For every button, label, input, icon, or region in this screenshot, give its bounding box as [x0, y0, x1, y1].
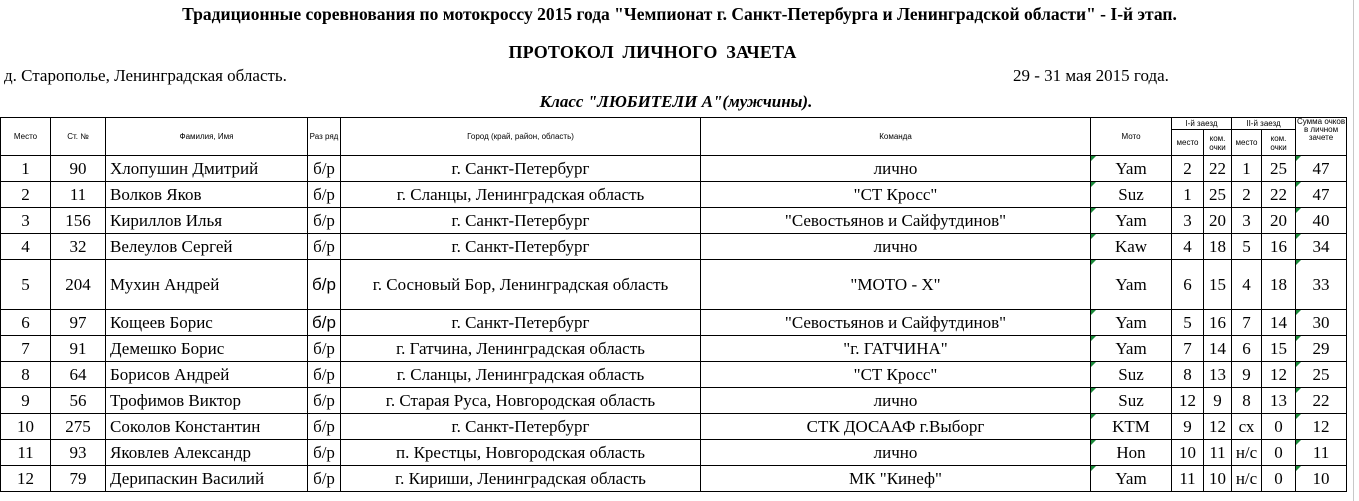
cell-moto: Yam: [1091, 156, 1172, 182]
results-body: [1, 156, 1347, 492]
cell-heat1-points: 16: [1204, 310, 1232, 336]
cell-heat2-place: 4: [1232, 260, 1262, 310]
cell-name: Волков Яков: [106, 182, 308, 208]
col-name: Фамилия, Имя: [106, 118, 308, 156]
cell-heat2-place: н/с: [1232, 440, 1262, 466]
cell-heat2-points: 22: [1262, 182, 1296, 208]
cell-heat2-place: 9: [1232, 362, 1262, 388]
cell-rank: б/р: [308, 440, 341, 466]
table-row: [1, 208, 1347, 234]
cell-rank: б/р: [308, 310, 341, 336]
col-heat1-points: ком. очки: [1204, 130, 1232, 156]
cell-heat1-points: 12: [1204, 414, 1232, 440]
cell-heat1-points: 18: [1204, 234, 1232, 260]
table-row: [1, 388, 1347, 414]
cell-heat1-points: 11: [1204, 440, 1232, 466]
table-row: [1, 156, 1347, 182]
cell-place: 9: [1, 388, 51, 414]
cell-heat2-points: 12: [1262, 362, 1296, 388]
cell-start-no: 97: [51, 310, 106, 336]
cell-rank: б/р: [308, 336, 341, 362]
col-heat2-points: ком. очки: [1262, 130, 1296, 156]
cell-heat2-place: н/с: [1232, 466, 1262, 492]
cell-start-no: 93: [51, 440, 106, 466]
col-team: Команда: [701, 118, 1091, 156]
cell-team: "Севостьянов и Сайфутдинов": [701, 310, 1091, 336]
cell-heat2-place: сх: [1232, 414, 1262, 440]
cell-sum: 11: [1296, 440, 1347, 466]
cell-city: г. Сосновый Бор, Ленинградская область: [341, 260, 701, 310]
page-edge: [1353, 0, 1354, 501]
cell-heat1-place: 7: [1172, 336, 1204, 362]
cell-heat1-points: 20: [1204, 208, 1232, 234]
cell-city: г. Санкт-Петербург: [341, 414, 701, 440]
cell-team: МК "Кинеф": [701, 466, 1091, 492]
cell-heat2-points: 20: [1262, 208, 1296, 234]
cell-heat1-place: 4: [1172, 234, 1204, 260]
cell-heat1-points: 15: [1204, 260, 1232, 310]
cell-place: 1: [1, 156, 51, 182]
col-heat2-place: место: [1232, 130, 1262, 156]
cell-team: "г. ГАТЧИНА": [701, 336, 1091, 362]
cell-rank: б/р: [308, 362, 341, 388]
cell-heat2-points: 25: [1262, 156, 1296, 182]
cell-heat1-place: 10: [1172, 440, 1204, 466]
table-row: [1, 234, 1347, 260]
cell-moto: Yam: [1091, 466, 1172, 492]
table-row: [1, 466, 1347, 492]
cell-heat2-place: 6: [1232, 336, 1262, 362]
cell-place: 10: [1, 414, 51, 440]
cell-heat2-place: 1: [1232, 156, 1262, 182]
cell-city: г. Санкт-Петербург: [341, 208, 701, 234]
table-row: [1, 440, 1347, 466]
cell-heat1-points: 22: [1204, 156, 1232, 182]
col-rank: Раз ряд: [308, 118, 341, 156]
cell-name: Дерипаскин Василий: [106, 466, 308, 492]
col-heat1-place: место: [1172, 130, 1204, 156]
cell-heat1-place: 1: [1172, 182, 1204, 208]
cell-place: 11: [1, 440, 51, 466]
cell-heat2-points: 0: [1262, 466, 1296, 492]
cell-heat2-points: 0: [1262, 440, 1296, 466]
col-sum: Сумма очков в личном зачете: [1296, 118, 1347, 156]
cell-name: Трофимов Виктор: [106, 388, 308, 414]
cell-heat2-points: 13: [1262, 388, 1296, 414]
cell-start-no: 275: [51, 414, 106, 440]
cell-place: 2: [1, 182, 51, 208]
cell-team: "СТ Кросс": [701, 182, 1091, 208]
col-place: Место: [1, 118, 51, 156]
cell-heat1-points: 14: [1204, 336, 1232, 362]
cell-heat2-place: 5: [1232, 234, 1262, 260]
cell-start-no: 90: [51, 156, 106, 182]
table-row: [1, 182, 1347, 208]
cell-start-no: 79: [51, 466, 106, 492]
cell-team: лично: [701, 440, 1091, 466]
cell-heat2-place: 2: [1232, 182, 1262, 208]
cell-place: 8: [1, 362, 51, 388]
cell-heat2-points: 16: [1262, 234, 1296, 260]
cell-heat1-place: 3: [1172, 208, 1204, 234]
cell-sum: 22: [1296, 388, 1347, 414]
cell-heat1-points: 13: [1204, 362, 1232, 388]
cell-heat1-place: 12: [1172, 388, 1204, 414]
cell-sum: 40: [1296, 208, 1347, 234]
cell-heat1-place: 8: [1172, 362, 1204, 388]
cell-name: Велеулов Сергей: [106, 234, 308, 260]
cell-city: г. Санкт-Петербург: [341, 156, 701, 182]
cell-city: г. Гатчина, Ленинградская область: [341, 336, 701, 362]
cell-moto: Kaw: [1091, 234, 1172, 260]
cell-name: Мухин Андрей: [106, 260, 308, 310]
cell-moto: Yam: [1091, 260, 1172, 310]
cell-team: СТК ДОСААФ г.Выборг: [701, 414, 1091, 440]
cell-heat2-place: 3: [1232, 208, 1262, 234]
cell-sum: 47: [1296, 156, 1347, 182]
cell-moto: Suz: [1091, 182, 1172, 208]
cell-city: г. Сланцы, Ленинградская область: [341, 182, 701, 208]
cell-place: 12: [1, 466, 51, 492]
cell-start-no: 156: [51, 208, 106, 234]
cell-start-no: 91: [51, 336, 106, 362]
cell-moto: Suz: [1091, 388, 1172, 414]
cell-team: лично: [701, 156, 1091, 182]
cell-start-no: 11: [51, 182, 106, 208]
cell-place: 3: [1, 208, 51, 234]
cell-name: Кощеев Борис: [106, 310, 308, 336]
cell-name: Демешко Борис: [106, 336, 308, 362]
cell-city: г. Санкт-Петербург: [341, 310, 701, 336]
cell-place: 4: [1, 234, 51, 260]
col-moto: Мото: [1091, 118, 1172, 156]
cell-sum: 34: [1296, 234, 1347, 260]
col-start-no: Ст. №: [51, 118, 106, 156]
protocol-heading: ПРОТОКОЛ ЛИЧНОГО ЗАЧЕТА: [508, 42, 797, 62]
cell-name: Яковлев Александр: [106, 440, 308, 466]
cell-city: г. Сланцы, Ленинградская область: [341, 362, 701, 388]
cell-city: г. Старая Руса, Новгородская область: [341, 388, 701, 414]
cell-start-no: 56: [51, 388, 106, 414]
cell-start-no: 64: [51, 362, 106, 388]
dates-text: 29 - 31 мая 2015 года.: [1013, 66, 1169, 85]
cell-team: "СТ Кросс": [701, 362, 1091, 388]
cell-heat1-points: 25: [1204, 182, 1232, 208]
document-title: Традиционные соревнования по мотокроссу 2015 года "Чемпионат г. Санкт-Петербурга и Ленинградской области" - I-й этап.: [182, 4, 1177, 24]
cell-name: Хлопушин Дмитрий: [106, 156, 308, 182]
cell-moto: Suz: [1091, 362, 1172, 388]
cell-place: 6: [1, 310, 51, 336]
cell-sum: 29: [1296, 336, 1347, 362]
cell-heat1-place: 6: [1172, 260, 1204, 310]
table-row: [1, 362, 1347, 388]
cell-name: Борисов Андрей: [106, 362, 308, 388]
cell-rank: б/р: [308, 388, 341, 414]
table-row: [1, 414, 1347, 440]
cell-moto: Yam: [1091, 336, 1172, 362]
cell-heat2-points: 18: [1262, 260, 1296, 310]
cell-name: Соколов Константин: [106, 414, 308, 440]
class-heading: Класс "ЛЮБИТЕЛИ А"(мужчины).: [539, 92, 813, 111]
cell-heat1-place: 11: [1172, 466, 1204, 492]
cell-moto: Yam: [1091, 208, 1172, 234]
cell-heat2-place: 8: [1232, 388, 1262, 414]
col-heat1: I-й заезд: [1172, 118, 1232, 130]
cell-city: г. Кириши, Ленинградская область: [341, 466, 701, 492]
cell-sum: 47: [1296, 182, 1347, 208]
cell-heat2-points: 14: [1262, 310, 1296, 336]
cell-name: Кириллов Илья: [106, 208, 308, 234]
cell-sum: 33: [1296, 260, 1347, 310]
table-row: [1, 336, 1347, 362]
cell-heat1-points: 9: [1204, 388, 1232, 414]
cell-heat2-points: 15: [1262, 336, 1296, 362]
venue-text: д. Старополье, Ленинградская область.: [4, 66, 287, 85]
cell-rank: б/р: [308, 156, 341, 182]
cell-heat2-points: 0: [1262, 414, 1296, 440]
cell-sum: 12: [1296, 414, 1347, 440]
cell-start-no: 204: [51, 260, 106, 310]
cell-city: г. Санкт-Петербург: [341, 234, 701, 260]
cell-moto: KTM: [1091, 414, 1172, 440]
cell-rank: б/р: [308, 182, 341, 208]
cell-place: 5: [1, 260, 51, 310]
results-table: [0, 117, 1347, 492]
cell-sum: 10: [1296, 466, 1347, 492]
cell-moto: Yam: [1091, 310, 1172, 336]
cell-sum: 30: [1296, 310, 1347, 336]
cell-team: "Севостьянов и Сайфутдинов": [701, 208, 1091, 234]
cell-heat2-place: 7: [1232, 310, 1262, 336]
cell-city: п. Крестцы, Новгородская область: [341, 440, 701, 466]
cell-rank: б/р: [308, 234, 341, 260]
cell-team: лично: [701, 388, 1091, 414]
cell-sum: 25: [1296, 362, 1347, 388]
cell-team: "МОТО - Х": [701, 260, 1091, 310]
table-row: [1, 310, 1347, 336]
col-city: Город (край, район, область): [341, 118, 701, 156]
cell-rank: б/р: [308, 208, 341, 234]
cell-heat1-place: 2: [1172, 156, 1204, 182]
cell-heat1-place: 5: [1172, 310, 1204, 336]
cell-moto: Hon: [1091, 440, 1172, 466]
cell-place: 7: [1, 336, 51, 362]
cell-heat1-points: 10: [1204, 466, 1232, 492]
col-heat2: II-й заезд: [1232, 118, 1296, 130]
cell-rank: б/р: [308, 466, 341, 492]
table-row: [1, 260, 1347, 310]
cell-rank: б/р: [308, 414, 341, 440]
cell-rank: б/р: [308, 260, 341, 310]
cell-team: лично: [701, 234, 1091, 260]
cell-heat1-place: 9: [1172, 414, 1204, 440]
cell-start-no: 32: [51, 234, 106, 260]
